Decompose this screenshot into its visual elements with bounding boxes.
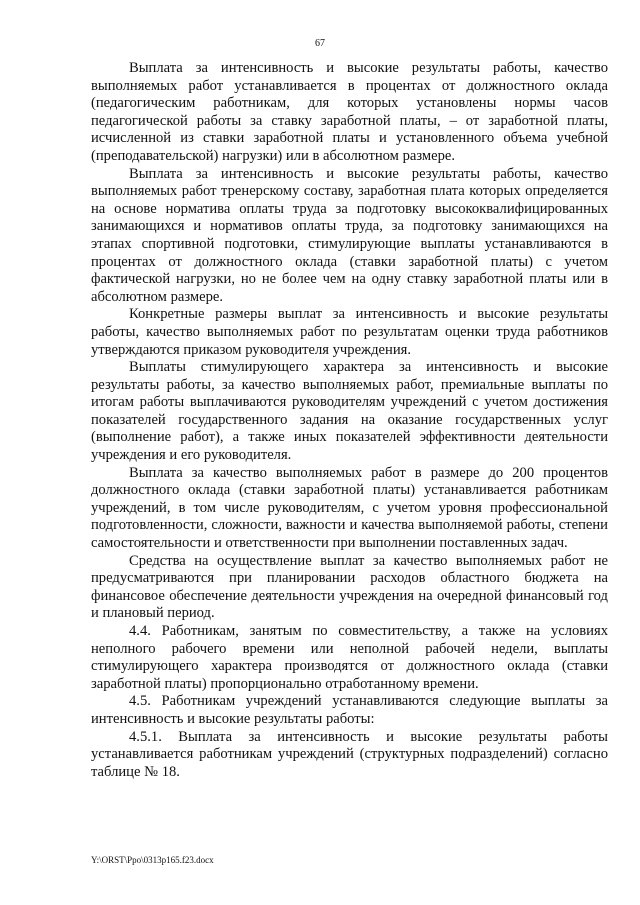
paragraph-section-4-5-1: 4.5.1. Выплата за интенсивность и высокие результаты работы устанавливается работникам учреждений (структурных подразделений) согласно таблице № 18.: [91, 728, 608, 780]
document-body: [91, 60, 608, 781]
paragraph-intensity-payment-general: Выплата за интенсивность и высокие результаты работы, качество выполняемых работ устанавливается в процентах от должностного оклада (педагогическим работникам, для которых установлены нормы часов педагогической работы за ставку заработной платы, – от заработной платы, исчисленной из ставки заработной платы и установленного объема учебной (преподавательской) нагрузки) или в абсолютном размере.: [91, 60, 608, 164]
paragraph-section-4-5: 4.5. Работникам учреждений устанавливаются следующие выплаты за интенсивность и высокие результаты работы:: [91, 693, 608, 727]
paragraph-section-4-4: 4.4. Работникам, занятым по совместительству, а также на условиях неполного рабочего времени или неполной рабочей недели, выплаты стимулирующего характера производятся от должностного оклада (ставки заработной платы) пропорционально отработанному времени.: [91, 623, 608, 692]
footer-file-path: Y:\ORST\Ppo\0313p165.f23.docx: [91, 855, 214, 865]
paragraph-stimulating-payments-heads: Выплаты стимулирующего характера за интенсивность и высокие результаты работы, за качество выполняемых работ, премиальные выплаты по итогам работы выплачиваются руководителям учреждений с учетом достижения показателей государственного задания на оказание государственных услуг (выполнение работ), а также иных показателей эффективности деятельности учреждения и его руководителя.: [91, 359, 608, 464]
paragraph-coaching-staff: Выплата за интенсивность и высокие результаты работы, качество выполняемых работ тренерскому составу, заработная плата которых определяется на основе норматива оплаты труда за подготовку высококвалифицированных занимающихся и нормативов оплаты труда, за подготовку занимающихся на этапах спортивной подготовки, стимулирующие выплаты устанавливаются в процентах от должностного оклада (ставки заработной платы) с учетом фактической нагрузки, но не более чем на одну ставку заработной платы или в абсолютном размере.: [91, 165, 608, 305]
paragraph-budget-funds: Средства на осуществление выплат за качество выполняемых работ не предусматриваются при планировании расходов областного бюджета на финансовое обеспечение деятельности учреждения на очередной финансовый год и плановый период.: [91, 552, 608, 622]
page-number: 67: [315, 38, 325, 49]
paragraph-specific-amounts: Конкретные размеры выплат за интенсивность и высокие результаты работы, качество выполняемых работ по результатам оценки труда работников утверждаются приказом руководителя учреждения.: [91, 306, 608, 358]
paragraph-quality-payment: Выплата за качество выполняемых работ в размере до 200 процентов должностного оклада (ставки заработной платы) устанавливается работникам учреждений, в том числе руководителям, с учетом уровня профессиональной подготовленности, сложности, важности и качества выполняемой работы, степени самостоятельности и ответственности при выполнении поставленных задач.: [91, 464, 608, 552]
